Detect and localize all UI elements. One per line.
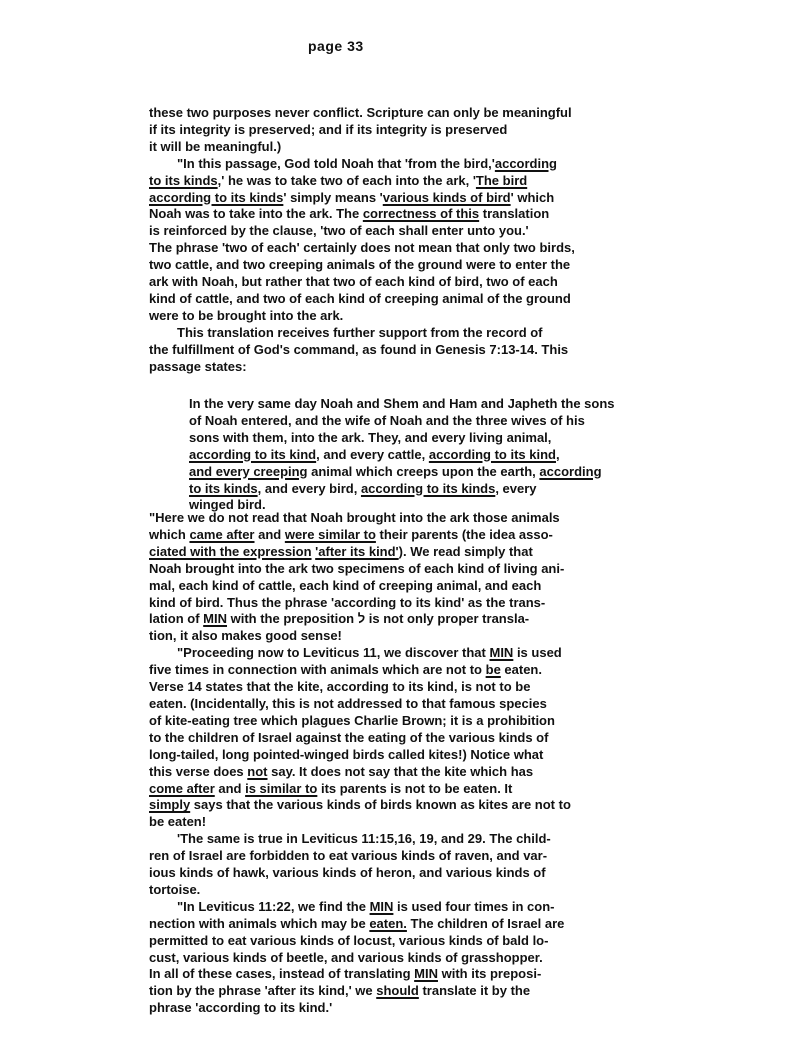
block-quote-genesis: In the very same day Noah and Shem and Ham and Japheth the sons of Noah entered, and the wife of Noah and the three wives of his sons with them, into the ark. They, and every living animal, according to its kind, and every cattle, according to its kind, and every creeping animal which creeps upon the earth, according to its kinds, and every bird, according to its kinds, every winged bird. [189, 396, 615, 513]
paragraph-main: "Here we do not read that Noah brought into the ark those animals which came after and were similar to their parents (the idea asso- ciated with the expression 'after its kind'). We read simply that Noah brought into the ark two specimens of each kind of living ani- mal, each kind of cattle, each kind of creeping animal, and each kind of bird. Thus the phrase 'according to its kind' as the trans- lation of MIN with the preposition ל is not only proper transla- tion, it also makes good sense! "Proceeding now to Leviticus 11, we discover that MIN is used five times in connection with animals which are not to be eaten. Verse 14 states that the kite, according to its kind, is not to be eaten. (Incidentally, this is not addressed to that famous species of kite-eating tree which plagues Charlie Brown; it is a prohibition to the children of Israel against the eating of the various kinds of long-tailed, long pointed-winged birds called kites!) Notice what this verse does not say. It does not say that the kite which has come after and is similar to its parents is not to be eaten. It simply says that the various kinds of birds known as kites are not to be eaten! 'The same is true in Leviticus 11:15,16, 19, and 29. The child- ren of Israel are forbidden to eat various kinds of raven, and var- ious kinds of hawk, various kinds of heron, and various kinds of tortoise. "In Leviticus 11:22, we find the MIN is used four times in con- nection with animals which may be eaten. The children of Israel are permitted to eat various kinds of locust, various kinds of bald lo- cust, various kinds of beetle, and various kinds of grasshopper. In all of these cases, instead of translating MIN with its preposi- tion by the phrase 'after its kind,' we should translate it by the phrase 'according to its kind.' [149, 510, 571, 1016]
paragraph-intro: these two purposes never conflict. Scripture can only be meaningful if its integrity is preserved; and if its integrity is preserved it will be meaningful.) "In this passage, God told Noah that 'from the bird,'according to its kinds,' he was to take two of each into the ark, 'The bird according to its kinds' simply means 'various kinds of bird' which Noah was to take into the ark. The correctness of this translation is reinforced by the clause, 'two of each shall enter unto you.' The phrase 'two of each' certainly does not mean that only two birds, two cattle, and two creeping animals of the ground were to enter the ark with Noah, but rather that two of each kind of bird, two of each kind of cattle, and two of each kind of creeping animal of the ground were to be brought into the ark. This translation receives further support from the record of the fulfillment of God's command, as found in Genesis 7:13-14. This passage states: [149, 105, 575, 374]
page-number: page 33 [308, 38, 364, 54]
